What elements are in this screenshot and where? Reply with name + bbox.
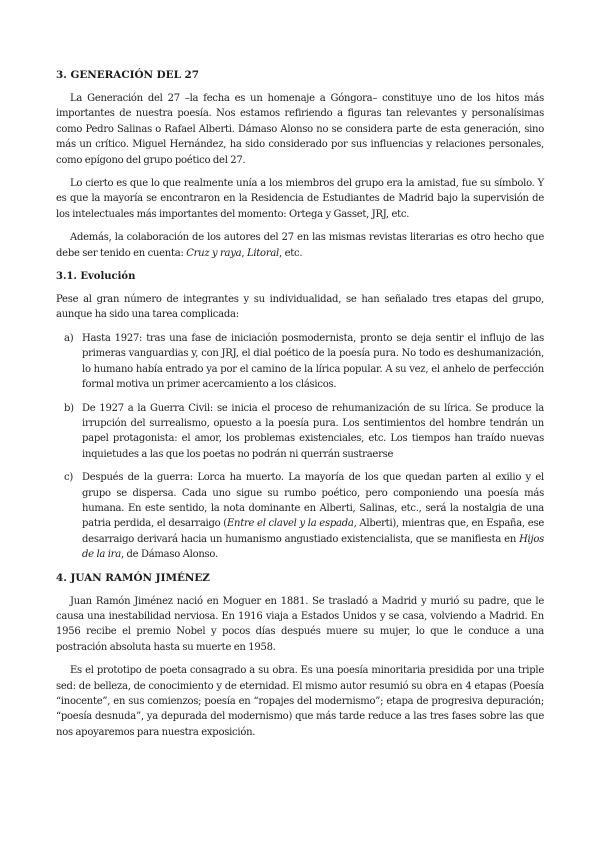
- section-3-paragraph-1: La Generación del 27 –la fecha es un homenaje a Góngora– constituye uno de los hitos más importantes de nuestra poesía. Nos estamos refiriendo a figuras tan relevantes y personalísimas como Pedro Salinas o Rafael Alberti. Dámaso Alonso no se considera parte de esta generación, sino más un crítico. Miguel Hernández, ha sido considerado por sus influencias y relaciones personales, como epígono del grupo poético del 27.: [56, 93, 544, 166]
- list-item-stage-a: [56, 331, 544, 393]
- list-item-stage-a-text: Hasta 1927: tras una fase de iniciación posmodernista, pronto se deja sentir el influjo de las primeras vanguardias y, con JRJ, el dial poético de la poesía pura. No todo es deshumanización, lo humano había entrado ya por el camino de la lírica popular. A su vez, el anhelo de perfección formal motiva un primer acercamiento a los clásicos.: [82, 332, 544, 391]
- section-3-heading: 3. GENERACIÓN DEL 27: [56, 69, 199, 81]
- list-item-stage-c: [56, 470, 544, 562]
- list-marker-c: c): [64, 472, 74, 484]
- list-marker-a: a): [64, 332, 74, 344]
- section-3-paragraph-2: Lo cierto es que lo que realmente unía a los miembros del grupo era la amistad, fue su símbolo. Y es que la mayoría se encontraron en la Residencia de Estudiantes de Madrid bajo la supervisión de los intelectuales más importantes del momento: Ortega y Gasset, JRJ, etc.: [56, 178, 544, 220]
- list-item-stage-c-text-a: Después de la guerra: Lorca ha muerto. La mayoría de los que quedan parten al exilio y el grupo se dispersa. Cada uno sigue su rumbo poético, pero componiendo una poesía más humana. En este sentido, la nota dominante en Alberti, Salinas, etc., será la nostalgia de una patria perdida, el desarraigo (: [82, 472, 544, 530]
- evolution-stages-list: [56, 331, 544, 563]
- section-4-paragraph-1: Juan Ramón Jiménez nació en Moguer en 1881. Se trasladó a Madrid y murió su padre, que le causa una inestabilidad nerviosa. En 1916 viaja a Estados Unidos y se casa, volviendo a Madrid. En 1956 recibe el premio Nobel y pocos días después muere su mujer, lo que le conduce a una postración absoluta hasta su muerte en 1958.: [56, 595, 544, 653]
- magazine-title-litoral: Litoral: [246, 247, 280, 259]
- section-3-paragraph-3-text: Además, la colaboración de los autores del 27 en las mismas revistas literarias es otro hecho que debe ser tenido en cuenta:: [56, 232, 544, 259]
- list-item-stage-c-text-c: , de Dámaso Alonso.: [120, 549, 218, 561]
- document-page: [56, 68, 544, 748]
- section-4-paragraph-2: Es el prototipo de poeta consagrado a su obra. Es una poesía minoritaria presidida por una triple sed: de belleza, de conocimiento y de eternidad. El mismo autor resumió su obra en 4 etapas (Poesía “inocente”, en sus comienzos; poesía en “ropajes del modernismo”; etapa de progresiva depuración; “poesía desnuda”, ya depurada del modernismo) que más tarde reduce a las tres fases sobre las que nos apoyaremos para nuestra exposición.: [56, 665, 544, 738]
- section-3-1-heading: 3.1. Evolución: [56, 271, 136, 283]
- section-3-paragraph-3: [56, 230, 544, 261]
- work-title-hijos-de-la-ira: Hijos de la ira: [82, 533, 544, 561]
- section-4-heading: 4. JUAN RAMÓN JIMÉNEZ: [56, 571, 210, 584]
- work-title-entre-el-clavel: Entre el clavel y la espada: [226, 518, 354, 530]
- list-marker-b: b): [64, 402, 74, 414]
- magazine-title-cruz-y-raya: Cruz y raya: [186, 247, 242, 259]
- section-3-paragraph-3-end: , etc.: [279, 247, 303, 259]
- list-item-stage-b: [56, 401, 544, 463]
- list-item-stage-b-text: De 1927 a la Guerra Civil: se inicia el proceso de rehumanización de su lírica. Se produce la irrupción del surrealismo, opuesto a la poesía pura. Los sentimientos del hombre tendrán un papel protagonista: el amor, los problemas existenciales, etc. Los tiempos han traído nuevas inquietudes a las que los poetas no podrán ni querrán sustraerse: [82, 402, 544, 460]
- section-3-1-intro: Pese al gran número de integrantes y su individualidad, se han señalado tres etapas del grupo, aunque ha sido una tarea complicada:: [56, 294, 544, 321]
- magazine-separator: ,: [241, 247, 247, 259]
- list-item-stage-c-text-b: , Alberti), mientras que, en España, ese desarraigo derivará hacia un humanismo angustiado existencialista, que se manifiesta en: [82, 518, 544, 545]
